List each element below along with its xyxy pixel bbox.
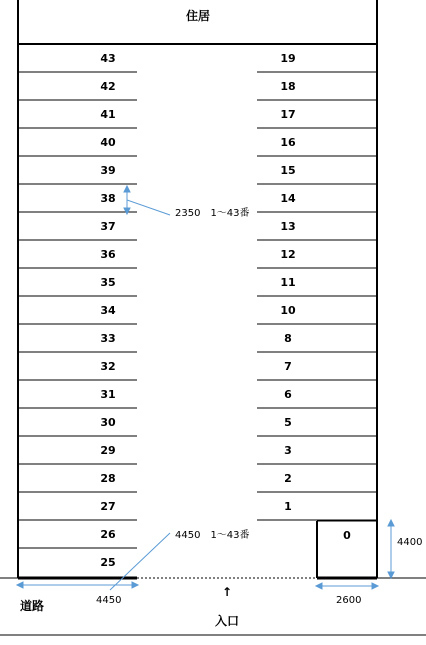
left-space-number: 41 xyxy=(100,108,116,121)
building-label: 住居 xyxy=(185,9,211,23)
left-space-number: 27 xyxy=(100,500,116,513)
left-space-number: 36 xyxy=(100,248,116,261)
left-space-number: 25 xyxy=(100,556,116,569)
right-space-number: 2 xyxy=(284,472,292,485)
right-space-number: 14 xyxy=(280,192,296,205)
right-space-number: 6 xyxy=(284,388,292,401)
left-space-number: 28 xyxy=(100,472,116,485)
dimension-corner-width xyxy=(316,583,378,589)
right-space-number: 1 xyxy=(284,500,292,513)
right-space-number: 18 xyxy=(280,80,296,93)
entrance-label: 入口 xyxy=(214,614,240,628)
space-length-note: 4450 1～43番 xyxy=(175,530,250,541)
dimension-space-length xyxy=(17,533,170,590)
left-space-number: 34 xyxy=(100,304,116,317)
left-space-lines xyxy=(18,72,137,548)
corner-length-note: 4400 xyxy=(397,537,423,548)
right-space-number: 16 xyxy=(280,136,296,149)
right-space-number: 3 xyxy=(284,444,292,457)
right-space-number: 15 xyxy=(280,164,296,177)
right-space-number: 10 xyxy=(280,304,296,317)
left-space-number: 43 xyxy=(100,52,116,65)
right-space-number: 8 xyxy=(284,332,292,345)
left-space-number: 39 xyxy=(100,164,116,177)
right-space-lines xyxy=(257,72,377,520)
dimension-corner-length xyxy=(388,520,394,578)
right-space-number: 12 xyxy=(280,248,296,261)
left-space-number: 40 xyxy=(100,136,116,149)
left-space-number: 29 xyxy=(100,444,116,457)
right-space-number: 5 xyxy=(284,416,292,429)
corner-space-number: 0 xyxy=(343,529,351,542)
left-space-number: 37 xyxy=(100,220,116,233)
left-space-number: 32 xyxy=(100,360,116,373)
road-label: 道路 xyxy=(19,599,45,613)
dimension-space-width xyxy=(124,186,170,215)
road-width-note: 4450 xyxy=(96,595,122,606)
left-space-number: 38 xyxy=(100,192,116,205)
left-space-number: 33 xyxy=(100,332,116,345)
right-space-number: 7 xyxy=(284,360,292,373)
right-space-number: 13 xyxy=(280,220,296,233)
right-space-number: 11 xyxy=(280,276,296,289)
right-space-number: 17 xyxy=(280,108,296,121)
left-space-number: 26 xyxy=(100,528,116,541)
space-width-note: 2350 1～43番 xyxy=(175,208,250,219)
left-space-number: 35 xyxy=(100,276,116,289)
left-space-number: 31 xyxy=(100,388,116,401)
entrance-arrow: ↑ xyxy=(221,585,233,599)
corner-width-note: 2600 xyxy=(336,595,362,606)
right-space-number: 19 xyxy=(280,52,296,65)
left-space-number: 42 xyxy=(100,80,116,93)
left-space-number: 30 xyxy=(100,416,116,429)
